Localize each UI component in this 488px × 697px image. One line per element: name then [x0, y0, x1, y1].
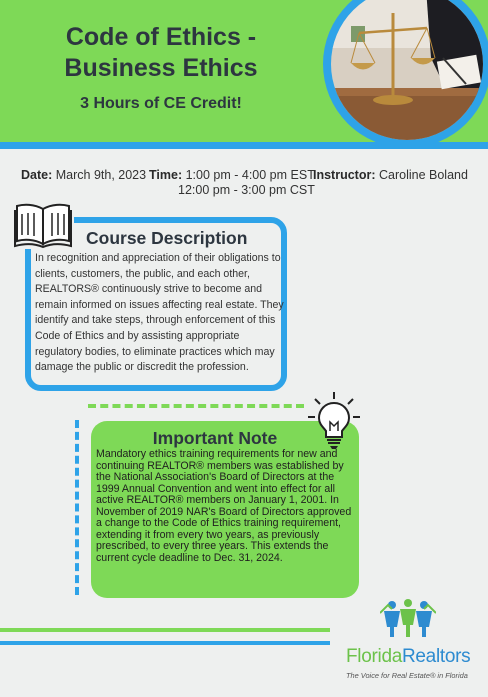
title-line-2: Business Ethics [64, 54, 258, 82]
time-info-cst: 12:00 pm - 3:00 pm CST [178, 183, 315, 197]
date-info: Date: March 9th, 2023 [21, 168, 147, 182]
important-note-text: Mandatory ethics training requirements for new and continuing REALTOR® members was established by the National Association's Board of Directors at the 1999 Annual Convention and went into effect for all active REALTOR® members on January 1, 2001. In November of 2019 NAR's Board of Directors approved a change to the Code of Ethics training requirement, extending it from every two years, as previously prescribed, to every three years. This extends the current cycle deadline to Dec. 31, 2024. [96, 448, 352, 564]
page-title [20, 22, 302, 84]
logo-tagline: The Voice for Real Estate® in Florida [346, 671, 468, 680]
green-dashed-divider [88, 404, 304, 408]
time-info: Time: 1:00 pm - 4:00 pm EST [149, 168, 315, 182]
course-description-title: Course Description [86, 228, 248, 248]
course-description-text: In recognition and appreciation of their obligations to clients, customers, the public, and each other, REALTORS® continuously strive to become and remain informed on issues affecting real estate. They identify and take steps, through enforcement of this Code of Ethics and by assisting appropriate regulatory bodies, to eliminate practices which may damage the public or discredit the profession. [35, 252, 284, 374]
important-note-title: Important Note [152, 428, 278, 448]
title-line-1: Code of Ethics - [65, 23, 257, 51]
florida-realtors-logo-text: FloridaRealtors [346, 646, 471, 667]
book-icon [12, 201, 74, 249]
instructor-info: Instructor: Caroline Boland [313, 168, 468, 182]
blue-dashed-divider [75, 420, 79, 595]
bottom-blue-line [0, 641, 330, 645]
bottom-green-line [0, 628, 330, 632]
page-subtitle: 3 Hours of CE Credit! [80, 95, 242, 112]
florida-realtors-logo-figures [380, 597, 436, 641]
